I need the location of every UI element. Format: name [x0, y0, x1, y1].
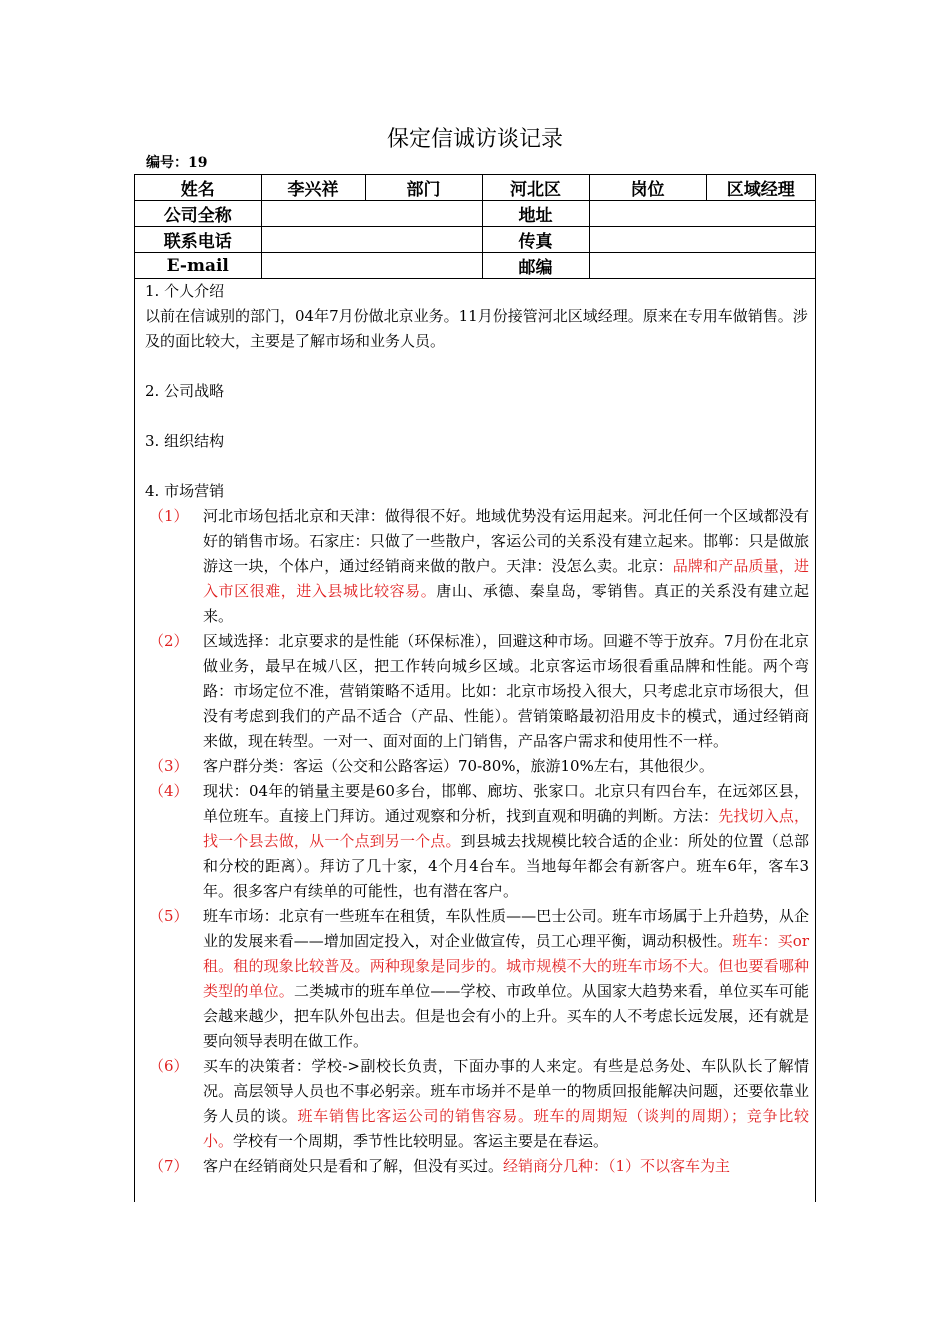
item-number: （5）: [149, 907, 189, 925]
item-number: （4）: [149, 782, 189, 800]
fax-value: [589, 227, 815, 253]
table-row: [135, 253, 815, 279]
phone-label: 联系电话: [135, 227, 261, 253]
item-number: （3）: [149, 757, 189, 775]
zip-value: [589, 253, 815, 279]
item-number: （6）: [149, 1057, 189, 1075]
interview-form: [134, 174, 816, 1202]
document-number: 编号：19: [146, 155, 208, 171]
item-text: 班车市场：北京有一些班车在租赁，车队性质——巴士公司。班车市场属于上升趋势，从企业的发展来看——增加固定投入，对企业做宣传，员工心理平衡，调动积极性。班车：买or租。租的现象比较普及。两种现象是同步的。城市规模不大的班车市场不大。但也要看哪种类型的单位。二类城市的班车单位——学校、市政单位。从国家大趋势来看，单位买车可能会越来越少，把车队外包出去。但是也会有小的上升。买车的人不考虑长远发展，还有就是要向领导表明在做工作。: [203, 907, 809, 1050]
item-number: （1）: [149, 507, 189, 525]
post-value: 区域经理: [706, 175, 815, 201]
highlight-text: 先找切入点，找一个县去做，从一个点到另一个点。: [203, 807, 809, 850]
table-row: [135, 201, 815, 227]
section-text-intro: 以前在信诚别的部门，04年7月份做北京业务。11月份接管河北区域经理。原来在专用车做销售。涉及的面比较大，主要是了解市场和业务人员。: [145, 307, 808, 350]
list-item: [145, 754, 809, 779]
item-number: （2）: [149, 632, 189, 650]
list-item: [145, 1054, 809, 1154]
company-label: 公司全称: [135, 201, 261, 227]
info-table: [135, 175, 815, 279]
page-title: 保定信诚访谈记录: [386, 127, 563, 152]
name-label: 姓名: [135, 175, 261, 201]
section-title-marketing: 4. 市场营销: [145, 482, 225, 500]
section-title-organization: 3. 组织结构: [145, 432, 225, 450]
address-label: 地址: [482, 201, 589, 227]
highlight-text: 经销商分几种：（1）不以客车为主: [503, 1157, 731, 1175]
item-text: 区域选择：北京要求的是性能（环保标准），回避这种市场。回避不等于放弃。7月份在北京做业务，最早在城八区，把工作转向城乡区域。北京客运市场很看重品牌和性能。两个弯路：市场定位不准，营销策略不适用。比如：北京市场投入很大，只考虑北京市场很大，但没有考虑到我们的产品不适合（产品、性能）。营销策略最初沿用皮卡的模式，通过经销商来做，现在转型。一对一、面对面的上门销售，产品客户需求和使用性不一样。: [203, 632, 809, 750]
highlight-text: 班车：买or租。租的现象比较普及。两种现象是同步的。城市规模不大的班车市场不大。但也要看哪种类型的单位。: [203, 932, 809, 1000]
item-number: （7）: [149, 1157, 189, 1175]
highlight-text: 班车销售比客运公司的销售容易。班车的周期短（谈判的周期）；竞争比较小。: [203, 1107, 809, 1150]
table-row: [135, 175, 815, 201]
name-value: 李兴祥: [261, 175, 365, 201]
section-title-intro: 1. 个人介绍: [145, 282, 225, 300]
address-value: [589, 201, 815, 227]
dept-label: 部门: [365, 175, 482, 201]
section-title-strategy: 2. 公司战略: [145, 382, 225, 400]
list-item: [145, 629, 809, 754]
item-text: 客户群分类：客运（公交和公路客运）70-80%，旅游10%左右，其他很少。: [203, 757, 714, 775]
post-label: 岗位: [589, 175, 706, 201]
list-item: [145, 1154, 809, 1179]
list-item: [145, 504, 809, 629]
item-text: 现状：04年的销量主要是60多台，邯郸、廊坊、张家口。北京只有四台车，在远郊区县，单位班车。直接上门拜访。通过观察和分析，找到直观和明确的判断。方法：先找切入点，找一个县去做，从一个点到另一个点。到县城去找规模比较合适的企业：所处的位置（总部和分校的距离）。拜访了几十家，4个月4台车。当地每年都会有新客户。班车6年，客车3年。很多客户有续单的可能性，也有潜在客户。: [203, 782, 809, 900]
dept-value: 河北区: [482, 175, 589, 201]
table-row: [135, 227, 815, 253]
fax-label: 传真: [482, 227, 589, 253]
email-value: [261, 253, 482, 279]
item-text: 客户在经销商处只是看和了解，但没有买过。经销商分几种：（1）不以客车为主: [203, 1157, 731, 1175]
zip-label: 邮编: [482, 253, 589, 279]
item-text: 河北市场包括北京和天津：做得很不好。地域优势没有运用起来。河北任何一个区域都没有好的销售市场。石家庄：只做了一些散户，客运公司的关系没有建立起来。邯郸：只是做旅游这一块，个体户，通过经销商来做的散户。天津：没怎么卖。北京：品牌和产品质量，进入市区很难，进入县城比较容易。唐山、承德、秦皇岛，零销售。真正的关系没有建立起来。: [203, 507, 809, 625]
highlight-text: 品牌和产品质量，进入市区很难，进入县城比较容易。: [203, 557, 809, 600]
interview-body: [145, 279, 809, 1179]
company-value: [261, 201, 482, 227]
phone-value: [261, 227, 482, 253]
list-item: [145, 779, 809, 904]
item-text: 买车的决策者：学校->副校长负责，下面办事的人来定。有些是总务处、车队队长了解情况。高层领导人员也不事必躬亲。班车市场并不是单一的物质回报能解决问题，还要依靠业务人员的谈。班车销售比客运公司的销售容易。班车的周期短（谈判的周期）；竞争比较小。学校有一个周期，季节性比较明显。客运主要是在春运。: [203, 1057, 809, 1150]
email-label: E-mail: [135, 253, 261, 279]
list-item: [145, 904, 809, 1054]
